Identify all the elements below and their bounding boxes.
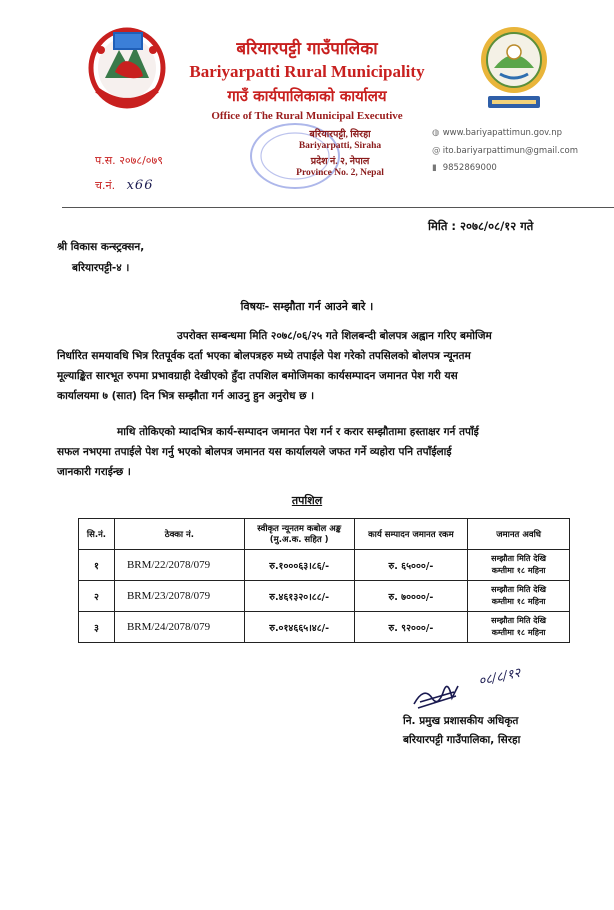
email-icon: @ [432,146,441,156]
website-line [432,128,562,138]
cell-serial: १ [79,550,115,581]
header-approved-amount: स्वीकृत न्यूनतम कबोल अङ्क (मु.अ.क. सहित ) [244,519,354,550]
cell-contract-no: BRM/24/2078/079 [114,612,244,643]
paragraph-2-line-1: माथि तोकिएको म्यादभित्र कार्य-सम्पादन जमानत पेश गर्न र करार सम्झौतामा हस्ताक्षर गर्न तपाँई [117,426,479,438]
header-divider [62,207,614,208]
address-english-2: Province No. 2, Nepal [296,168,384,178]
dispatch-number-line [95,178,153,193]
date-value: २०७८/०८/१२ गते [460,219,534,233]
email-line [432,146,578,156]
fiscal-year-value: २०७८/०७९ [119,154,163,167]
cell-contract-no: BRM/23/2078/079 [114,581,244,612]
address-nepali-2: प्रदेश नं. २, नेपाल [310,157,370,167]
cell-serial: ३ [79,612,115,643]
cell-approved-amount: रु.१०००६३।८६/- [244,550,354,581]
cell-guarantee-period [468,550,570,581]
signatory-office: बरियारपट्टी गाउँपालिका, सिरहा [403,734,521,746]
office-name-english: Office of The Rural Municipal Executive [211,110,403,122]
table-row [79,550,570,581]
cell-approved-amount: रु.४६१३२०।८८/- [244,581,354,612]
municipality-name-nepali: बरियारपट्टी गाउँपालिका [236,39,378,59]
cell-guarantee-amount: रु. ७००००/- [354,581,468,612]
cell-guarantee-period [468,581,570,612]
paragraph-1-line-2: निर्धारित समयावधि भित्र रितपूर्वक दर्ता भएका बोलपत्रहरु मध्ये तपाईले पेश गरेको तपसिलको बोलपत्र न्यूनतम [57,350,471,362]
signatory-title: नि. प्रमुख प्रशासकीय अधिकृत [403,715,519,727]
date-label: मिति : [428,219,456,233]
period-line-2: कम्तीमा १८ महिना [491,566,546,575]
letter-subject: विषयः- सम्झौता गर्न आउने बारे । [240,300,374,313]
table-title: तपशिल [291,494,323,507]
office-name-nepali: गाउँ कार्यपालिकाको कार्यालय [227,87,387,105]
period-line-1: सम्झौता मिति देखि [491,585,547,594]
table-header-row [79,519,570,550]
details-table [78,518,570,643]
cell-approved-amount: रु.०१४६६५।४८/- [244,612,354,643]
fiscal-year-line [95,153,163,168]
paragraph-1-line-1: उपरोक्त सम्बन्धमा मिति २०७८/०६/२५ गते शिलबन्दी बोलपत्र अह्वान गरिए बमोजिम [177,330,492,342]
cell-guarantee-amount: रु. ६५०००/- [354,550,468,581]
period-line-1: सम्झौता मिति देखि [491,616,547,625]
letter-date [428,219,533,234]
header-contract-no: ठेक्का नं. [114,519,244,550]
recipient-name: श्री विकास कन्स्ट्रक्सन, [57,241,145,253]
cell-contract-no: BRM/22/2078/079 [114,550,244,581]
email-text: ito.bariyarpattimun@gmail.com [442,146,578,156]
table-row [79,612,570,643]
address-nepali-1: बरियारपट्टी, सिरहा [309,130,371,140]
paragraph-2-line-2: सफल नभएमा तपाईले पेश गर्नु भएको बोलपत्र जमानत यस कार्यालयले जफत गर्ने व्यहोरा पनि तपाँईलाई [57,446,452,458]
cell-guarantee-period [468,612,570,643]
phone-text: 9852869000 [442,163,497,173]
paragraph-1-line-3: मूल्याङ्कित सारभूत रुपमा प्रभावग्राही देखीएको हुँदा तपशिल बमोजिमका कार्यसम्पादन जमानत पेश गरी यस [57,370,458,382]
phone-line [432,163,497,173]
period-line-2: कम्तीमा १८ महिना [491,628,546,637]
period-line-2: कम्तीमा १८ महिना [491,597,546,606]
cell-guarantee-amount: रु. ९२०००/- [354,612,468,643]
header-performance-guarantee: कार्य सम्पादन जमानत रकम [354,519,468,550]
globe-icon: ◍ [432,128,440,138]
paragraph-1-line-4: कार्यालयमा ७ (सात) दिन भित्र सम्झौता गर्न आउनु हुन अनुरोध छ । [57,390,315,402]
dispatch-label: च.नं. [95,179,116,192]
table-row [79,581,570,612]
municipality-name-english: Bariyarpatti Rural Municipality [189,62,425,81]
address-english-1: Bariyarpatti, Siraha [298,141,382,151]
website-text: www.bariyapattimun.gov.np [442,128,563,138]
phone-icon: ▮ [432,163,437,173]
dispatch-number: x66 [126,178,154,193]
cell-serial: २ [79,581,115,612]
signature-date: ०८/८/१२ [477,665,522,690]
header-serial: सि.नं. [79,519,115,550]
period-line-1: सम्झौता मिति देखि [491,554,547,563]
paragraph-2-line-3: जानकारी गराईन्छ । [57,466,131,478]
fiscal-year-label: प.स. [95,154,116,167]
recipient-address: बरियारपट्टी-४ । [72,262,130,274]
header-guarantee-period: जमानत अवधि [468,519,570,550]
